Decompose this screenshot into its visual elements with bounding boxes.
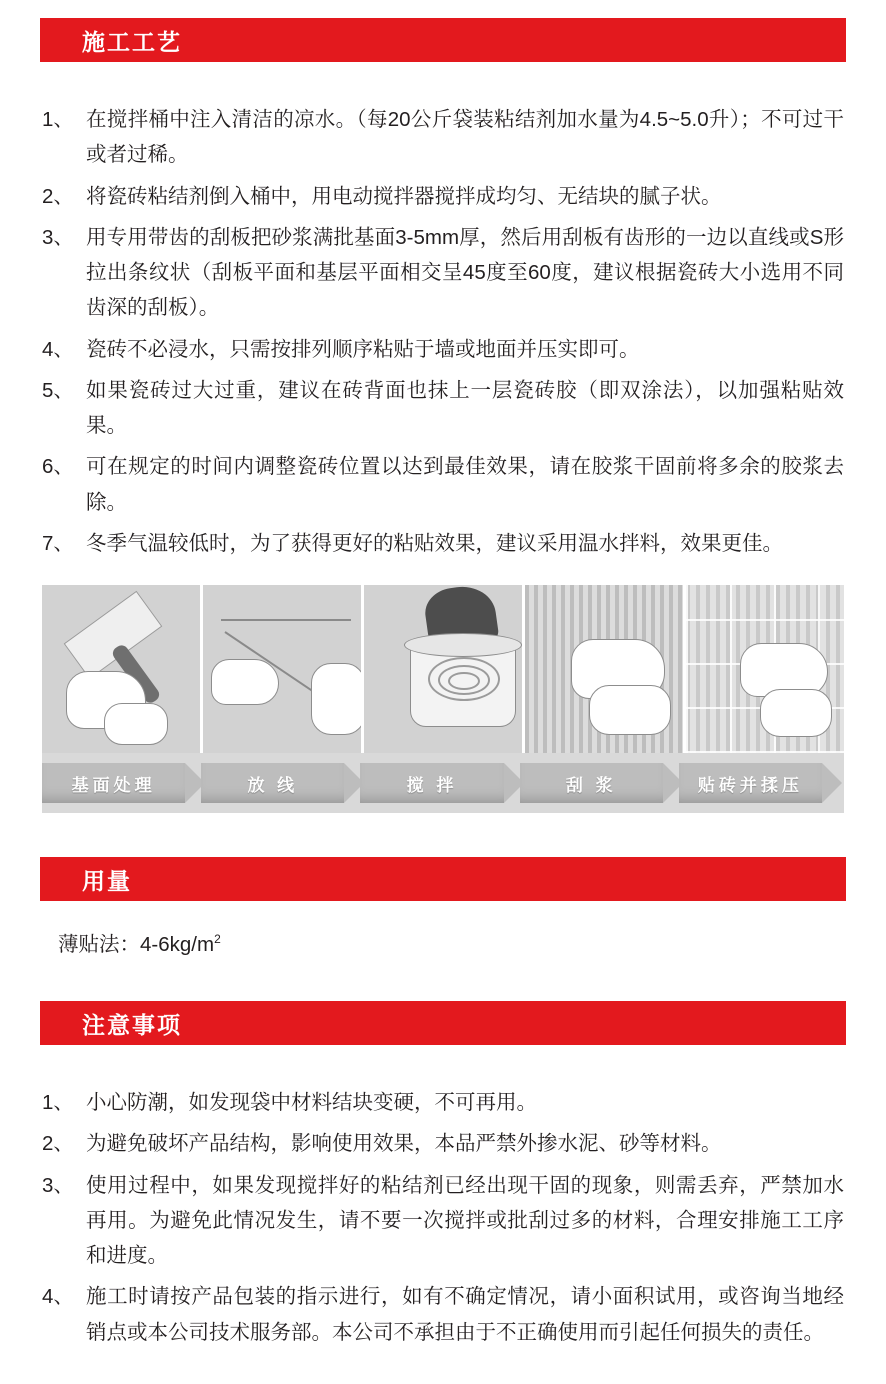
section-header-notice bbox=[40, 1001, 846, 1045]
list-item bbox=[42, 1168, 844, 1274]
spacer-after-construction-header bbox=[0, 62, 886, 96]
list-item bbox=[42, 449, 844, 520]
spacer-after-notice-header bbox=[0, 1045, 886, 1079]
process-panel-surface-prep bbox=[42, 585, 203, 753]
process-panel-line-marking bbox=[203, 585, 364, 753]
process-illustration-panels bbox=[42, 585, 844, 753]
list-item bbox=[42, 102, 844, 173]
list-item-text: 施工时请按产品包装的指示进行，如有不确定情况，请小面积试用，或咨询当地经销点或本公司技术服务部。本公司不承担由于不正确使用而引起任何损失的责任。 bbox=[86, 1285, 844, 1344]
mix-swirl-icon bbox=[448, 672, 480, 690]
section-header-construction bbox=[40, 18, 846, 62]
dosage-value: 薄贴法：4-6kg/m bbox=[58, 933, 215, 956]
list-item-text: 使用过程中，如果发现搅拌好的粘结剂已经出现干固的现象，则需丢弃，严禁加水再用。为避免此情况发生，请不要一次搅拌或批刮过多的材料，合理安排施工工序和进度。 bbox=[86, 1173, 844, 1267]
list-item-text: 如果瓷砖过大过重，建议在砖背面也抹上一层瓷砖胶（即双涂法），以加强粘贴效果。 bbox=[86, 378, 844, 437]
process-step-arrow bbox=[42, 763, 185, 803]
list-item-number: 4、 bbox=[42, 1285, 74, 1309]
process-arrow-labels bbox=[42, 753, 844, 813]
spacer-before-notice bbox=[0, 957, 886, 1001]
trowel-blade-icon bbox=[64, 591, 163, 679]
list-item bbox=[42, 1279, 844, 1350]
list-item-text: 冬季气温较低时，为了获得更好的粘贴效果，建议采用温水拌料，效果更佳。 bbox=[86, 531, 783, 555]
process-step-label: 基面处理 bbox=[71, 775, 156, 795]
hand-icon bbox=[104, 703, 168, 745]
section-header-dosage bbox=[40, 857, 846, 901]
list-item-number: 7、 bbox=[42, 531, 74, 555]
list-item-text: 用专用带齿的刮板把砂浆满批基面3-5mm厚，然后用刮板有齿形的一边以直线或S形拉出条纹状（刮板平面和基层平面相交呈45度至60度，建议根据瓷砖大小选用不同齿深的刮板）。 bbox=[86, 225, 844, 320]
list-item bbox=[42, 526, 844, 561]
top-spacer bbox=[0, 0, 886, 18]
process-step-label: 刮 浆 bbox=[565, 775, 617, 795]
list-item bbox=[42, 179, 844, 214]
list-item-number: 4、 bbox=[42, 337, 74, 361]
process-step-arrow bbox=[679, 763, 822, 803]
list-item-text: 可在规定的时间内调整瓷砖位置以达到最佳效果，请在胶浆干固前将多余的胶浆去除。 bbox=[86, 455, 844, 514]
process-panel-tiling bbox=[686, 585, 844, 753]
bucket-rim-icon bbox=[404, 633, 522, 657]
section-title-construction: 施工工艺 bbox=[82, 28, 182, 55]
process-step-arrow bbox=[201, 763, 344, 803]
process-step-arrow bbox=[360, 763, 503, 803]
process-panel-mixing bbox=[364, 585, 525, 753]
list-item-number: 6、 bbox=[42, 455, 74, 479]
list-item bbox=[42, 332, 844, 367]
spacer-before-dosage bbox=[0, 813, 886, 857]
process-step-label: 搅 拌 bbox=[406, 775, 458, 795]
list-item-number: 3、 bbox=[42, 225, 74, 249]
process-step-arrow bbox=[520, 763, 663, 803]
construction-steps-list bbox=[42, 102, 844, 561]
hand-icon bbox=[311, 663, 364, 735]
process-step-label: 放 线 bbox=[247, 775, 299, 795]
hand-icon bbox=[760, 689, 832, 737]
hand-icon bbox=[589, 685, 671, 735]
list-item bbox=[42, 1085, 844, 1120]
section-title-notice: 注意事项 bbox=[82, 1011, 182, 1038]
list-item bbox=[42, 220, 844, 326]
notice-list bbox=[42, 1085, 844, 1350]
list-item-number: 2、 bbox=[42, 1132, 74, 1156]
process-step-label: 贴砖并揉压 bbox=[697, 775, 803, 795]
list-item-number: 1、 bbox=[42, 1091, 74, 1114]
list-item-text: 将瓷砖粘结剂倒入桶中，用电动搅拌器搅拌成均匀、无结块的腻子状。 bbox=[86, 184, 722, 208]
list-item-number: 3、 bbox=[42, 1173, 74, 1197]
hand-icon bbox=[211, 659, 279, 705]
list-item bbox=[42, 373, 844, 444]
list-item-text: 为避免破坏产品结构，影响使用效果，本品严禁外掺水泥、砂等材料。 bbox=[86, 1132, 722, 1156]
list-item-text: 瓷砖不必浸水，只需按排列顺序粘贴于墙或地面并压实即可。 bbox=[86, 337, 640, 361]
process-diagram bbox=[42, 585, 844, 813]
dosage-value-row bbox=[58, 927, 886, 957]
process-panel-spreading bbox=[525, 585, 686, 753]
list-item-text: 小心防潮，如发现袋中材料结块变硬，不可再用。 bbox=[86, 1091, 537, 1114]
list-item-number: 1、 bbox=[42, 108, 74, 131]
section-title-dosage: 用量 bbox=[82, 867, 132, 894]
list-item-number: 5、 bbox=[42, 378, 74, 402]
list-item-number: 2、 bbox=[42, 184, 74, 208]
dosage-unit-exponent: 2 bbox=[214, 932, 221, 947]
list-item bbox=[42, 1126, 844, 1161]
marking-line bbox=[221, 619, 351, 621]
list-item-text: 在搅拌桶中注入清洁的凉水。（每20公斤袋装粘结剂加水量为4.5~5.0升）；不可过干或者过稀。 bbox=[86, 108, 844, 167]
